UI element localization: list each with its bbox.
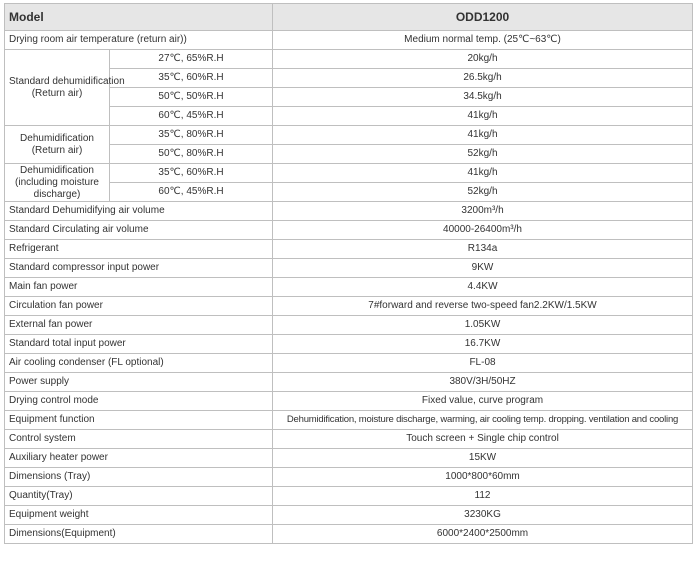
table-row: [5, 221, 693, 240]
condition: 60℃, 45%R.H: [110, 107, 273, 126]
row-label: Equipment weight: [5, 506, 273, 525]
table-row: [5, 506, 693, 525]
table-row: [5, 259, 693, 278]
group-label-text: Standard dehumidification (Return air): [9, 75, 125, 99]
row-value: 52kg/h: [273, 183, 693, 202]
row-value: 15KW: [273, 449, 693, 468]
table-row: [5, 202, 693, 221]
row-value: 20kg/h: [273, 50, 693, 69]
table-row: [5, 430, 693, 449]
row-value: 34.5kg/h: [273, 88, 693, 107]
row-label: External fan power: [5, 316, 273, 335]
row-value: Dehumidification, moisture discharge, warming, air cooling temp. dropping. ventilation and cooling: [273, 411, 693, 430]
table-row: [5, 31, 693, 50]
row-value: 4.4KW: [273, 278, 693, 297]
row-label: Dimensions(Equipment): [5, 525, 273, 544]
spec-table: [4, 3, 693, 544]
row-label: Standard compressor input power: [5, 259, 273, 278]
row-label: Standard Circulating air volume: [5, 221, 273, 240]
table-row: [5, 373, 693, 392]
row-value: 52kg/h: [273, 145, 693, 164]
row-label: Control system: [5, 430, 273, 449]
row-value: 41kg/h: [273, 126, 693, 145]
row-value: 1000*800*60mm: [273, 468, 693, 487]
table-row: [5, 50, 693, 69]
table-row: [5, 240, 693, 259]
row-label: Main fan power: [5, 278, 273, 297]
table-row: [5, 335, 693, 354]
row-value: 380V/3H/50HZ: [273, 373, 693, 392]
row-label: Auxiliary heater power: [5, 449, 273, 468]
condition: 35℃, 80%R.H: [110, 126, 273, 145]
condition: 50℃, 50%R.H: [110, 88, 273, 107]
row-label: Power supply: [5, 373, 273, 392]
table-row: [5, 411, 693, 430]
row-value: 3200m³/h: [273, 202, 693, 221]
table-row: [5, 164, 693, 183]
condition: 35℃, 60%R.H: [110, 164, 273, 183]
model-value: ODD1200: [273, 4, 693, 31]
row-value: FL-08: [273, 354, 693, 373]
table-row: [5, 468, 693, 487]
table-row: [5, 354, 693, 373]
row-value: 41kg/h: [273, 164, 693, 183]
row-label: Air cooling condenser (FL optional): [5, 354, 273, 373]
table-row: [5, 316, 693, 335]
row-label: Standard Dehumidifying air volume: [5, 202, 273, 221]
table-row: [5, 126, 693, 145]
table-row: [5, 449, 693, 468]
row-value: Fixed value, curve program: [273, 392, 693, 411]
model-label: Model: [5, 4, 273, 31]
row-value: 1.05KW: [273, 316, 693, 335]
row-value: 40000-26400m³/h: [273, 221, 693, 240]
group-label: [5, 126, 110, 164]
row-value: 16.7KW: [273, 335, 693, 354]
group-label-text: Dehumidification (Return air): [20, 132, 94, 156]
condition: 60℃, 45%R.H: [110, 183, 273, 202]
row-label: Circulation fan power: [5, 297, 273, 316]
condition: 50℃, 80%R.H: [110, 145, 273, 164]
group-label-text: Dehumidification (including moisture discharge): [15, 164, 99, 200]
row-label: Refrigerant: [5, 240, 273, 259]
row-value: 41kg/h: [273, 107, 693, 126]
row-label: Quantity(Tray): [5, 487, 273, 506]
condition: 35℃, 60%R.H: [110, 69, 273, 88]
group-label: [5, 50, 125, 126]
table-row: [5, 487, 693, 506]
row-value: 6000*2400*2500mm: [273, 525, 693, 544]
row-label: Equipment function: [5, 411, 273, 430]
row-value: R134a: [273, 240, 693, 259]
row-value: Touch screen + Single chip control: [273, 430, 693, 449]
row-value: Medium normal temp. (25℃~63℃): [273, 31, 693, 50]
row-value: 3230KG: [273, 506, 693, 525]
row-value: 9KW: [273, 259, 693, 278]
table-row: [5, 392, 693, 411]
header-row: [5, 4, 693, 31]
row-label: Drying room air temperature (return air)): [5, 31, 273, 50]
table-row: [5, 525, 693, 544]
row-label: Drying control mode: [5, 392, 273, 411]
condition: 27℃, 65%R.H: [110, 50, 273, 69]
row-label: Standard total input power: [5, 335, 273, 354]
group-label: [5, 164, 110, 202]
row-value: 7#forward and reverse two-speed fan2.2KW/1.5KW: [273, 297, 693, 316]
table-row: [5, 297, 693, 316]
table-row: [5, 278, 693, 297]
row-value: 26.5kg/h: [273, 69, 693, 88]
row-value: 112: [273, 487, 693, 506]
row-label: Dimensions (Tray): [5, 468, 273, 487]
